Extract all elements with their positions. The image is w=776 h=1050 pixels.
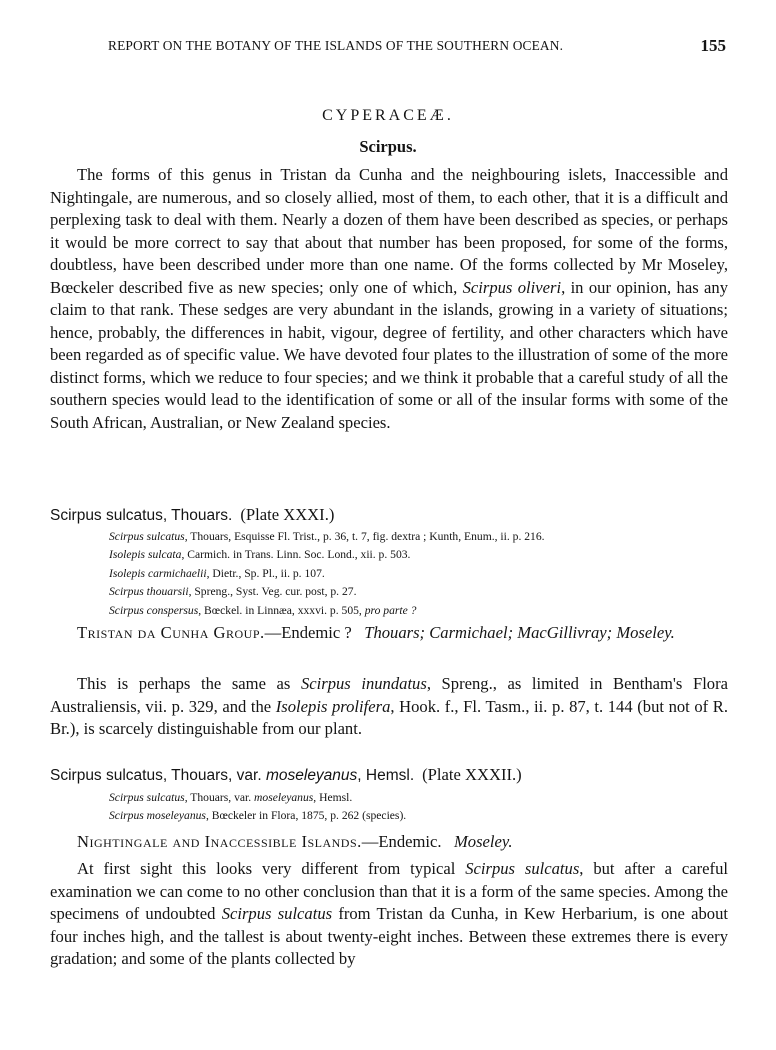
note-text: At first sight this looks very different from typical	[77, 859, 456, 878]
endemic-status-2: —Endemic.	[361, 832, 442, 851]
synonym-name: Isolepis carmichaelii	[109, 566, 207, 580]
synonym-row	[109, 565, 545, 583]
page-number: 155	[700, 36, 726, 55]
synonym-tail: , Hemsl.	[313, 791, 353, 804]
synonym-row	[109, 546, 545, 564]
family-heading: CYPERACEÆ.	[322, 107, 454, 124]
synonym-row	[109, 528, 545, 546]
note-paragraph-1	[50, 673, 728, 741]
synonym-ref: , Thouars, Esquisse Fl. Trist., p. 36, t. 7, fig. dextra ; Kunth, Enum., ii. p. 216.	[184, 530, 545, 543]
synonym-row	[109, 583, 545, 601]
synonym-tail: pro parte ?	[364, 603, 417, 617]
note-italic: Scirpus sulcatus	[221, 904, 333, 923]
synonym-row	[109, 789, 406, 807]
species-heading-2	[50, 765, 522, 785]
locality-name-1: Tristan da Cunha Group.	[77, 623, 265, 642]
synonym-row	[109, 807, 406, 825]
synonym-name: Scirpus sulcatus	[109, 530, 185, 543]
locality-name-2: Nightingale and Inaccessible Islands.	[77, 832, 362, 851]
note-text: , Hook. f., Fl. Tasm., ii. p. 87, t. 144 (but not of R. Br.), is scarcely distinguishable from our plant.	[50, 696, 729, 738]
synonym-ref: , Spreng., Syst. Veg. cur. post, p. 27.	[188, 585, 357, 599]
intro-paragraph	[50, 164, 728, 434]
synonym-name: Scirpus conspersus	[109, 603, 199, 617]
species-name-2	[50, 767, 414, 784]
synonym-name: Isolepis sulcata	[109, 548, 182, 562]
running-title: REPORT ON THE BOTANY OF THE ISLANDS OF THE SOUTHERN OCEAN.	[108, 38, 564, 53]
synonym-ref: , Thouars, var.	[184, 791, 252, 804]
variety-name: moseleyanus	[265, 767, 358, 784]
intro-text-1: The forms of this genus in Tristan da Cunha and the neighbouring islets, Inaccessible and Nightingale, are numerous, and so closely allied, most of them, to each other, that it is a difficult and perplexing task to deal with them. Nearly a dozen of them have been described as species, or perhaps it would be more correct to say that about that number has been proposed, for some of the forms, doubtless, have been described under more than one name. Of the forms collected by Mr Moseley, Bœckeler described five as new species; only one of which,	[50, 165, 728, 297]
synonym-list-1	[109, 528, 545, 620]
note-italic: Isolepis prolifera	[275, 696, 391, 716]
collectors-1: Thouars; Carmichael; MacGillivray; Moseley.	[364, 623, 675, 642]
synonym-ref: , Carmich. in Trans. Linn. Soc. Lond., xii. p. 503.	[181, 548, 411, 562]
species-heading-1	[50, 505, 334, 525]
synonym-ref: , Dietr., Sp. Pl., ii. p. 107.	[206, 566, 325, 580]
synonym-name: Scirpus sulcatus	[109, 791, 185, 804]
synonym-row	[109, 602, 545, 620]
synonym-list-2	[109, 789, 406, 826]
collectors-2: Moseley.	[453, 832, 513, 851]
note-text: , but after a careful examination we can come to no other conclusion than that it is a form of the same species. Among the specimens of undoubted	[50, 859, 728, 923]
species-name-part: , Hemsl.	[357, 767, 415, 784]
synonym-ref: , Bœckeler in Flora, 1875, p. 262 (species).	[205, 809, 407, 823]
note-paragraph-2	[50, 858, 728, 971]
note-text: from Tristan da Cunha, in Kew Herbarium, is one about four inches high, and the tallest is about twenty-eight inches. Between these extremes there is every gradation; and some of the plants collected by	[50, 904, 729, 968]
note-text: This is perhaps the same as	[77, 674, 291, 693]
plate-ref-1: (Plate XXXI.)	[240, 505, 335, 524]
synonym-name: Scirpus thouarsii	[109, 585, 189, 599]
species-name-part: Scirpus sulcatus, Thouars, var.	[50, 767, 262, 784]
locality-line-2	[50, 831, 728, 854]
synonym-variety: moseleyanus	[254, 791, 314, 804]
note-text: , Spreng., as limited in Bentham's Flora Australiensis, vii. p. 329, and the	[50, 674, 728, 716]
running-head	[108, 38, 726, 60]
note-italic: Scirpus sulcatus	[465, 859, 580, 878]
plate-ref-2: (Plate XXXII.)	[422, 765, 522, 784]
locality-line-1	[50, 622, 728, 645]
species-name-1: Scirpus sulcatus, Thouars.	[50, 507, 233, 524]
endemic-status-1: —Endemic ?	[264, 623, 352, 642]
synonym-name: Scirpus moseleyanus	[109, 809, 206, 823]
synonym-ref: , Bœckel. in Linnæa, xxxvi. p. 505,	[198, 603, 362, 617]
intro-italic-name: Scirpus oliveri	[462, 277, 562, 297]
note-italic: Scirpus inundatus	[300, 674, 427, 693]
intro-text-2: , in our opinion, has any claim to that rank. These sedges are very abundant in the islands, growing in a variety of situations; hence, probably, the differences in habit, vigour, degree of fertility, and other characters which have been regarded as of specific value. We have devoted four plates to the illustration of some of the more distinct forms, which we reduce to four species; and we think it probable that a careful study of all the southern species would lead to the identification of some or all of the insular forms with some of the South African, Australian, or New Zealand species.	[50, 277, 728, 432]
genus-heading: Scirpus.	[359, 137, 417, 156]
